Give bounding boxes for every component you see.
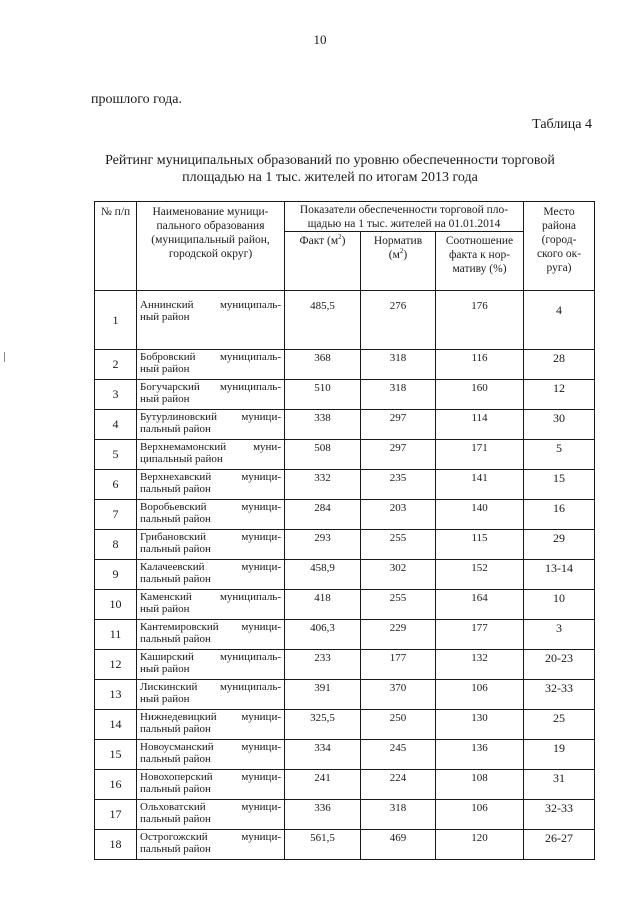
header-name (137, 202, 285, 291)
row-name-line: пальный район (140, 483, 211, 495)
row-norm: 469 (361, 830, 436, 860)
row-norm: 177 (361, 650, 436, 680)
row-name (137, 291, 285, 350)
row-name (137, 350, 285, 380)
row-place: 15 (524, 470, 595, 500)
row-num: 18 (95, 830, 137, 860)
row-fact: 418 (285, 590, 361, 620)
table-row (95, 500, 595, 530)
row-name-line: ный район (140, 603, 190, 615)
row-name (137, 740, 285, 770)
table-row (95, 830, 595, 860)
table-row (95, 710, 595, 740)
margin-mark (4, 352, 5, 362)
table-title-line: площадью на 1 тыс. жителей по итогам 2013 года (182, 170, 478, 185)
row-name-line: Богучарский муниципаль- (140, 381, 281, 393)
row-name-line: Грибановский муници- (140, 531, 281, 543)
row-ratio: 115 (436, 530, 524, 560)
row-ratio: 171 (436, 440, 524, 470)
row-norm: 229 (361, 620, 436, 650)
row-norm: 318 (361, 380, 436, 410)
header-place-line: руга) (546, 262, 572, 274)
header-name-line: городской округ) (168, 248, 253, 260)
row-ratio: 160 (436, 380, 524, 410)
row-name (137, 830, 285, 860)
header-norm-close: ) (403, 249, 408, 261)
row-name-line: Бобровский муниципаль- (140, 351, 281, 363)
header-place-line: района (541, 220, 577, 232)
row-num: 15 (95, 740, 137, 770)
row-fact: 485,5 (285, 291, 361, 350)
row-place: 25 (524, 710, 595, 740)
row-name-line: пальный район (140, 753, 211, 765)
row-ratio: 140 (436, 500, 524, 530)
row-name-line: Нижнедевицкий муници- (140, 711, 281, 723)
header-norm-unit: (м (388, 249, 400, 261)
row-name-line: пальный район (140, 543, 211, 555)
header-norm-line (361, 248, 435, 262)
row-name-line: пальный район (140, 813, 211, 825)
header-name-line: (муниципальный район, (151, 234, 270, 246)
row-name-line: Лискинский муниципаль- (140, 681, 281, 693)
row-num: 12 (95, 650, 137, 680)
header-ratio-line: мативу (%) (452, 263, 507, 275)
row-name-line: Бутурлиновский муници- (140, 411, 281, 423)
row-name-line: ный район (140, 363, 190, 375)
row-place: 28 (524, 350, 595, 380)
row-num: 10 (95, 590, 137, 620)
row-ratio: 116 (436, 350, 524, 380)
row-fact: 406,3 (285, 620, 361, 650)
row-place: 20-23 (524, 650, 595, 680)
row-fact: 561,5 (285, 830, 361, 860)
row-place: 30 (524, 410, 595, 440)
row-name (137, 470, 285, 500)
table-row (95, 620, 595, 650)
row-fact: 508 (285, 440, 361, 470)
row-fact: 325,5 (285, 710, 361, 740)
row-name-line: пальный район (140, 843, 211, 855)
row-ratio: 120 (436, 830, 524, 860)
table-row (95, 770, 595, 800)
table-row (95, 590, 595, 620)
table-label: Таблица 4 (532, 117, 592, 132)
row-norm: 255 (361, 530, 436, 560)
row-place: 3 (524, 620, 595, 650)
row-name-line: ный район (140, 311, 190, 323)
row-name-line: пальный район (140, 423, 211, 435)
row-name-line: пальный район (140, 723, 211, 735)
row-num: 11 (95, 620, 137, 650)
table-row (95, 350, 595, 380)
row-name-line: пальный район (140, 573, 211, 585)
row-norm: 302 (361, 560, 436, 590)
row-num: 4 (95, 410, 137, 440)
row-ratio: 106 (436, 680, 524, 710)
row-num: 3 (95, 380, 137, 410)
row-num: 16 (95, 770, 137, 800)
row-num: 13 (95, 680, 137, 710)
row-name-line: ципальный район (140, 453, 223, 465)
row-num: 2 (95, 350, 137, 380)
row-fact: 336 (285, 800, 361, 830)
row-place: 16 (524, 500, 595, 530)
row-norm: 276 (361, 291, 436, 350)
table-row (95, 560, 595, 590)
row-fact: 368 (285, 350, 361, 380)
page-number: 10 (313, 32, 327, 47)
row-name (137, 590, 285, 620)
header-place-line: (город- (541, 234, 577, 246)
row-place: 26-27 (524, 830, 595, 860)
row-ratio: 114 (436, 410, 524, 440)
row-name (137, 620, 285, 650)
row-fact: 332 (285, 470, 361, 500)
row-fact: 334 (285, 740, 361, 770)
row-fact: 233 (285, 650, 361, 680)
row-num: 8 (95, 530, 137, 560)
row-norm: 203 (361, 500, 436, 530)
header-fact-close: ) (341, 235, 346, 247)
row-name-line: Кантемировский муници- (140, 621, 281, 633)
row-fact: 510 (285, 380, 361, 410)
header-num-text: № п/п (100, 206, 131, 218)
row-name-line: Острогожский муници- (140, 831, 281, 843)
row-name-line: ный район (140, 693, 190, 705)
row-name-line: Новоусманский муници- (140, 741, 281, 753)
header-fact-sup: 2 (338, 233, 342, 242)
row-name-line: пальный район (140, 783, 211, 795)
header-fact (285, 232, 361, 291)
row-place: 13-14 (524, 560, 595, 590)
row-place: 31 (524, 770, 595, 800)
row-num: 5 (95, 440, 137, 470)
header-ratio-line: факта к нор- (448, 249, 511, 261)
row-name-line: Каширский муниципаль- (140, 651, 281, 663)
header-place (524, 202, 595, 291)
row-name (137, 410, 285, 440)
row-name (137, 500, 285, 530)
row-name (137, 380, 285, 410)
row-ratio: 141 (436, 470, 524, 500)
row-place: 12 (524, 380, 595, 410)
row-num: 7 (95, 500, 137, 530)
table-row (95, 680, 595, 710)
row-fact: 241 (285, 770, 361, 800)
table-row (95, 410, 595, 440)
row-place: 32-33 (524, 800, 595, 830)
row-ratio: 106 (436, 800, 524, 830)
header-place-line: Место (543, 206, 575, 218)
row-norm: 297 (361, 410, 436, 440)
row-norm: 370 (361, 680, 436, 710)
header-ratio-line: Соотношение (445, 235, 514, 247)
row-name (137, 530, 285, 560)
row-norm: 235 (361, 470, 436, 500)
row-norm: 245 (361, 740, 436, 770)
header-indicators-line: Показатели обеспеченности торговой пло- (299, 204, 509, 216)
row-ratio: 136 (436, 740, 524, 770)
row-ratio: 176 (436, 291, 524, 350)
row-ratio: 108 (436, 770, 524, 800)
row-num: 9 (95, 560, 137, 590)
header-indicators-line: щадью на 1 тыс. жителей на 01.01.2014 (307, 218, 501, 230)
row-fact: 458,9 (285, 560, 361, 590)
header-num (95, 202, 137, 291)
row-num: 1 (95, 291, 137, 350)
header-norm-sup: 2 (399, 247, 404, 256)
header-norm (361, 232, 436, 291)
row-name (137, 710, 285, 740)
row-name (137, 650, 285, 680)
row-norm: 255 (361, 590, 436, 620)
row-ratio: 130 (436, 710, 524, 740)
row-name-line: Ольховатский муници- (140, 801, 281, 813)
row-name (137, 770, 285, 800)
row-norm: 297 (361, 440, 436, 470)
header-norm-line: Норматив (373, 235, 423, 247)
header-place-line: ского ок- (536, 248, 582, 260)
table-row (95, 470, 595, 500)
row-name-line: Новохоперский муници- (140, 771, 281, 783)
header-indicators (285, 202, 524, 232)
row-name-line: Каменский муниципаль- (140, 591, 281, 603)
row-ratio: 132 (436, 650, 524, 680)
table-row (95, 291, 595, 350)
row-name-line: ный район (140, 663, 190, 675)
table-row (95, 650, 595, 680)
header-ratio (436, 232, 524, 291)
row-name-line: пальный район (140, 633, 211, 645)
row-place: 19 (524, 740, 595, 770)
row-name-line: пальный район (140, 513, 211, 525)
row-num: 17 (95, 800, 137, 830)
row-name-line: ный район (140, 393, 190, 405)
row-name (137, 560, 285, 590)
row-name-line: Аннинский муниципаль- (140, 299, 281, 311)
row-norm: 250 (361, 710, 436, 740)
row-fact: 284 (285, 500, 361, 530)
table-title (95, 152, 565, 186)
table-row (95, 530, 595, 560)
rating-table (94, 201, 595, 860)
row-num: 6 (95, 470, 137, 500)
row-place: 29 (524, 530, 595, 560)
row-fact: 293 (285, 530, 361, 560)
row-name (137, 680, 285, 710)
header-fact-text: Факт (м (299, 235, 339, 247)
table-row (95, 740, 595, 770)
row-fact: 391 (285, 680, 361, 710)
row-name-line: Верхнемамонский муни- (140, 441, 281, 453)
row-name (137, 800, 285, 830)
row-fact: 338 (285, 410, 361, 440)
row-name-line: Калачеевский муници- (140, 561, 281, 573)
row-place: 4 (524, 291, 595, 350)
table-row (95, 440, 595, 470)
row-name-line: Верхнехавский муници- (140, 471, 281, 483)
row-ratio: 164 (436, 590, 524, 620)
table-row (95, 800, 595, 830)
header-name-line: пального образования (156, 220, 265, 232)
row-name-line: Воробьевский муници- (140, 501, 281, 513)
row-name (137, 440, 285, 470)
header-name-line: Наименование муници- (152, 206, 269, 218)
row-ratio: 152 (436, 560, 524, 590)
row-norm: 318 (361, 350, 436, 380)
row-place: 5 (524, 440, 595, 470)
row-ratio: 177 (436, 620, 524, 650)
row-place: 10 (524, 590, 595, 620)
lead-text: прошлого года. (91, 92, 182, 107)
table-row (95, 380, 595, 410)
row-place: 32-33 (524, 680, 595, 710)
table-title-line: Рейтинг муниципальных образований по уровню обеспеченности торговой (105, 153, 555, 168)
row-num: 14 (95, 710, 137, 740)
row-norm: 224 (361, 770, 436, 800)
row-norm: 318 (361, 800, 436, 830)
